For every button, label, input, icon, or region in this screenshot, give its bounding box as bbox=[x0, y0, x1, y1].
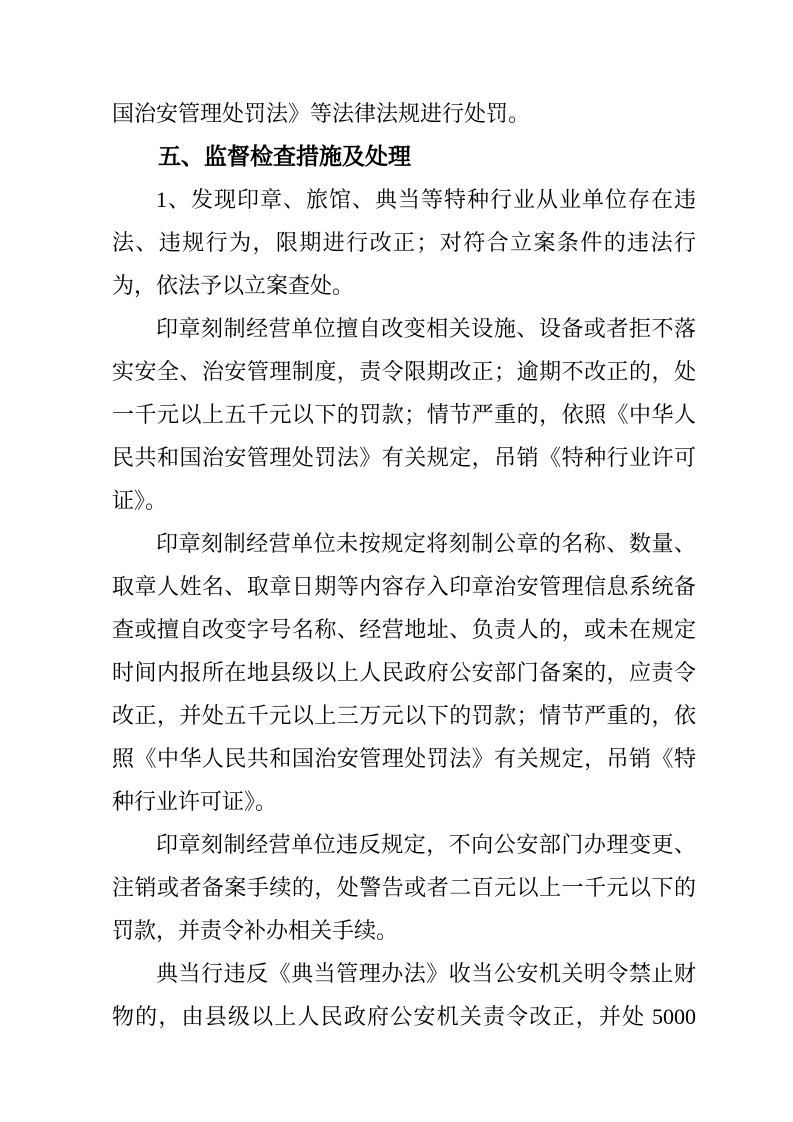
paragraph-continuation: 国治安管理处罚法》等法律法规进行处罚。 bbox=[112, 101, 531, 126]
section-heading: 五、监督检查措施及处理 bbox=[158, 143, 411, 169]
body-paragraph: 印章刻制经营单位未按规定将刻制公章的名称、数量、取章人姓名、取章日期等内容存入印章治安管理信息系统备查或擅自改变字号名称、经营地址、负责人的，或未在规定时间内报所在地县级以上人民政府公安部门备案的，应责令改正，并处五千元以上三万元以下的罚款；情节严重的，依照《中华人民共和国治安管理处罚法》有关规定，吊销《特种行业许可证》。 bbox=[112, 531, 696, 814]
body-paragraph: 1、发现印章、旅馆、典当等特种行业从业单位存在违法、违规行为，限期进行改正；对符合立案条件的违法行为，依法予以立案查处。 bbox=[112, 187, 696, 298]
body-paragraph: 印章刻制经营单位违反规定，不向公安部门办理变更、注销或者备案手续的，处警告或者二百元以上一千元以下的罚款，并责令补办相关手续。 bbox=[112, 832, 696, 943]
body-paragraph: 典当行违反《典当管理办法》收当公安机关明令禁止财物的，由县级以上人民政府公安机关责令改正，并处 5000 bbox=[112, 961, 696, 1029]
document-body bbox=[112, 92, 696, 1038]
body-paragraph: 印章刻制经营单位擅自改变相关设施、设备或者拒不落实安全、治安管理制度，责令限期改正；逾期不改正的，处一千元以上五千元以下的罚款；情节严重的，依照《中华人民共和国治安管理处罚法》有关规定，吊销《特种行业许可证》。 bbox=[112, 316, 696, 513]
